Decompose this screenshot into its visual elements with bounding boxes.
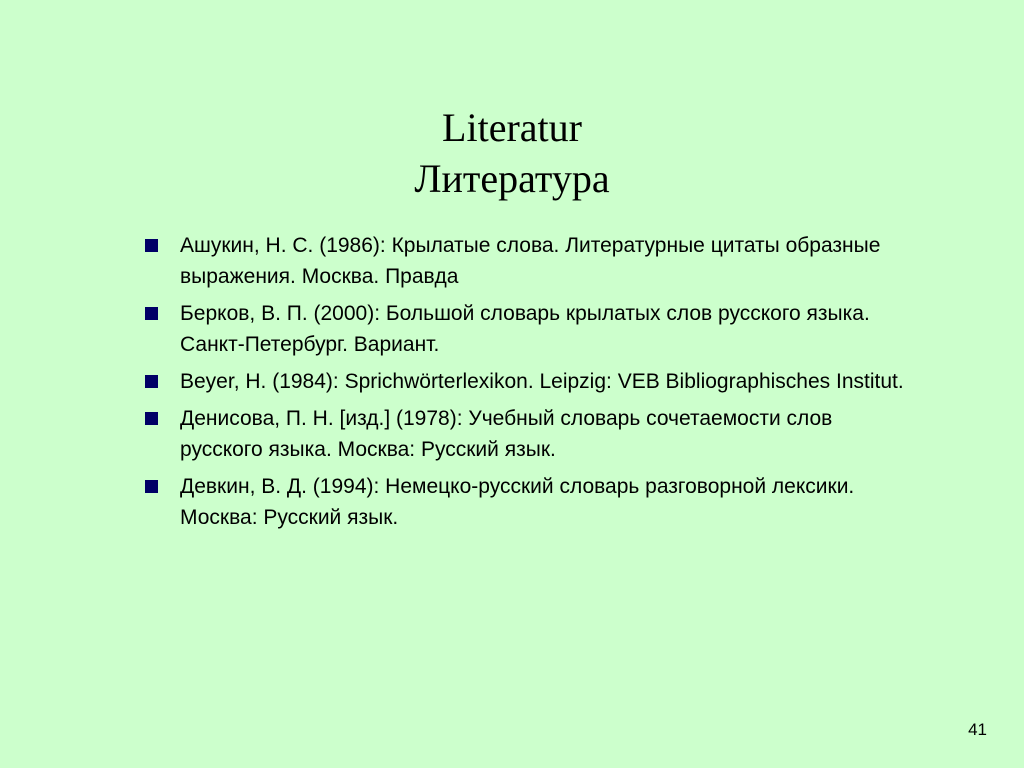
- square-bullet-icon: [145, 412, 158, 425]
- list-item: [142, 366, 912, 397]
- list-item: [142, 403, 912, 465]
- slide-title: [0, 102, 1024, 204]
- reference-text: Денисова, П. Н. [изд.] (1978): Учебный словарь сочетаемости слов русского языка. Москва: Русский язык.: [180, 407, 833, 461]
- square-bullet-icon: [145, 307, 158, 320]
- reference-text: Ашукин, Н. С. (1986): Крылатые слова. Литературные цитаты образные выражения. Москва. Правда: [180, 234, 881, 288]
- list-item: [142, 230, 912, 292]
- square-bullet-icon: [145, 375, 158, 388]
- list-item: [142, 471, 912, 533]
- page-number: 41: [968, 720, 987, 739]
- title-german: Literatur: [442, 105, 582, 150]
- bibliography-list: [142, 230, 912, 539]
- reference-text: Beyer, H. (1984): Sprichwörterlexikon. Leipzig: VEB Bibliographisches Institut.: [180, 370, 904, 393]
- square-bullet-icon: [145, 480, 158, 493]
- square-bullet-icon: [145, 239, 158, 252]
- list-item: [142, 298, 912, 360]
- reference-text: Девкин, В. Д. (1994): Немецко-русский словарь разговорной лексики. Москва: Русский язык.: [180, 475, 855, 529]
- title-russian: Литература: [414, 156, 610, 201]
- reference-text: Берков, В. П. (2000): Большой словарь крылатых слов русского языка. Санкт-Петербург. Вариант.: [180, 302, 870, 356]
